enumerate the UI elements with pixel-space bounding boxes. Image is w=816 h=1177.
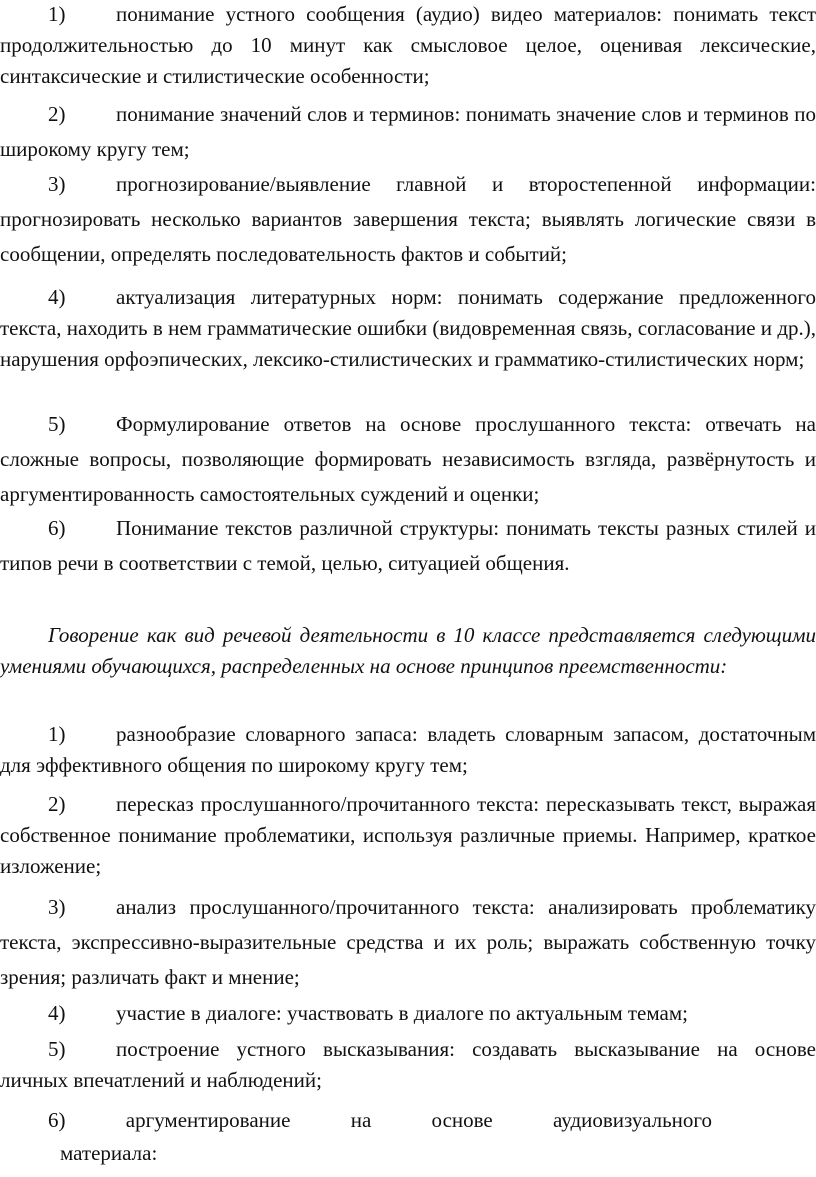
list-item xyxy=(0,0,816,92)
item-text: Формулирование ответов на основе прослушанного текста: отвечать на сложные вопросы, позволяющие формировать независимость взгляда, развёрнутость и аргументированность самостоятельных суждений и оценки; xyxy=(0,412,816,506)
item-number: 6) xyxy=(48,516,66,540)
item-number: 2) xyxy=(48,102,66,126)
item-word: основе xyxy=(431,1108,493,1132)
list-item xyxy=(0,1034,816,1096)
item-number: 5) xyxy=(48,412,66,436)
item-text: понимание устного сообщения (аудио) видео материалов: понимать текст продолжительностью до 10 минут как смысловое целое, оценивая лексические, синтаксические и стилистические особенности; xyxy=(0,2,816,88)
section-intro: Говорение как вид речевой деятельности в 10 классе представляется следующими умениями обучающихся, распределенных на основе принципов преемственности: xyxy=(0,623,816,678)
item-number: 1) xyxy=(48,2,66,26)
list-item xyxy=(0,719,816,781)
item-number: 4) xyxy=(48,1001,66,1025)
list-item xyxy=(0,407,816,512)
item-number: 2) xyxy=(48,792,66,816)
item-text: участие в диалоге: участвовать в диалоге по актуальным темам; xyxy=(116,1001,688,1025)
item-word: аудиовизуального xyxy=(553,1108,712,1132)
list-item xyxy=(0,97,816,167)
item-text-continuation: материала: xyxy=(60,1141,158,1165)
item-number: 3) xyxy=(48,895,66,919)
list-item xyxy=(0,998,816,1029)
item-text: разнообразие словарного запаса: владеть словарным запасом, достаточным для эффективного общения по широкому кругу тем; xyxy=(0,722,816,777)
item-text: пересказ прослушанного/прочитанного текста: пересказывать текст, выражая собственное понимание проблематики, используя различные приемы. Например, краткое изложение; xyxy=(0,792,816,878)
item-number: 5) xyxy=(48,1037,66,1061)
list-item-line xyxy=(0,1104,816,1137)
item-word: аргументирование xyxy=(125,1108,291,1132)
item-text: понимание значений слов и терминов: понимать значение слов и терминов по широкому кругу тем; xyxy=(0,102,816,161)
item-text: актуализация литературных норм: понимать содержание предложенного текста, находить в нем грамматические ошибки (видовременная связь, согласование и др.), нарушения орфоэпических, лексико-стилистических и грамматико-стилистических норм; xyxy=(0,285,816,371)
list-item xyxy=(0,890,816,995)
list-item xyxy=(0,789,816,882)
list-item xyxy=(0,511,816,581)
list-item xyxy=(0,282,816,375)
item-number: 4) xyxy=(48,285,66,309)
item-text: прогнозирование/выявление главной и второстепенной информации: прогнозировать несколько вариантов завершения текста; выявлять логические связи в сообщении, определять последовательность фактов и событий; xyxy=(0,172,816,266)
item-word: на xyxy=(350,1108,372,1132)
list-item xyxy=(0,1104,816,1170)
item-number: 6) xyxy=(48,1108,66,1132)
list-item xyxy=(0,167,816,272)
item-number: 1) xyxy=(48,722,66,746)
item-text: построение устного высказывания: создавать высказывание на основе личных впечатлений и наблюдений; xyxy=(0,1037,816,1092)
item-number: 3) xyxy=(48,172,66,196)
item-text: Понимание текстов различной структуры: понимать тексты разных стилей и типов речи в соответствии с темой, целью, ситуацией общения. xyxy=(0,516,816,575)
item-text: анализ прослушанного/прочитанного текста: анализировать проблематику текста, экспрессивно-выразительные средства и их роль; выражать собственную точку зрения; различать факт и мнение; xyxy=(0,895,816,989)
